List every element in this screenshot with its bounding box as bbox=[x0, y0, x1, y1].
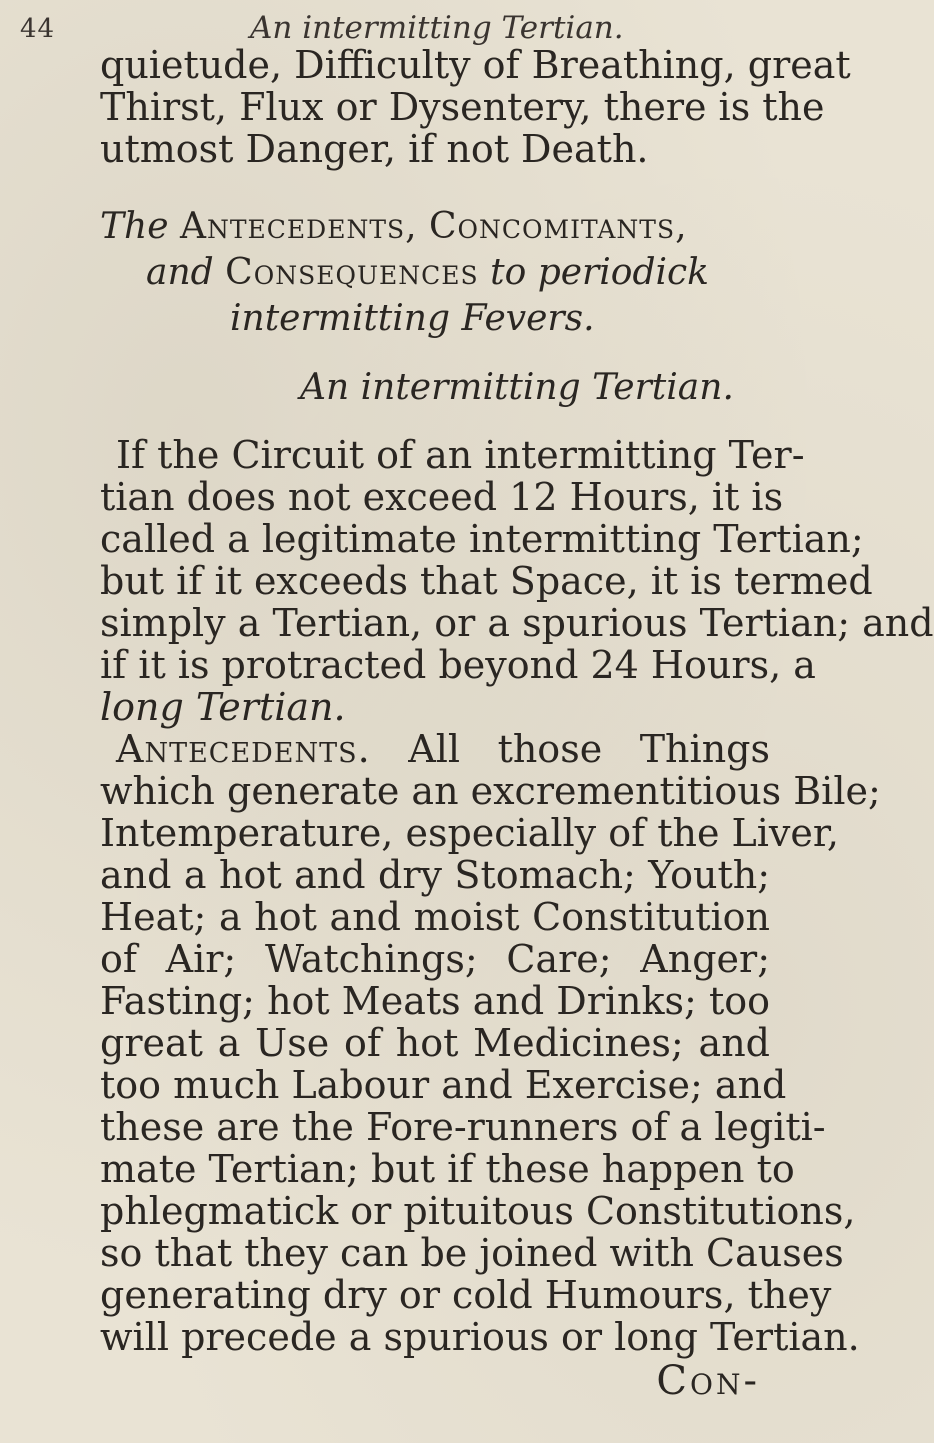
text-line bbox=[100, 728, 770, 770]
text-line: tian does not exceed 12 Hours, it is bbox=[100, 475, 784, 519]
text-line: Thirst, Flux or Dysentery, there is the bbox=[100, 85, 825, 129]
paragraph-lead: Antecedents. bbox=[116, 727, 371, 771]
catchword: Con- bbox=[656, 1358, 760, 1404]
section-heading bbox=[100, 204, 770, 342]
text-line: generating dry or cold Humours, they bbox=[100, 1273, 832, 1317]
running-head: An intermitting Tertian. bbox=[250, 10, 624, 46]
heading-term-consequences: Consequences bbox=[225, 252, 479, 293]
paragraph-2 bbox=[100, 727, 881, 1359]
text-line: mate Tertian; but if these happen to bbox=[100, 1147, 795, 1191]
heading-term-concomitants: Concomitants, bbox=[429, 206, 688, 247]
heading-word: The bbox=[100, 206, 169, 247]
text-line: called a legitimate intermitting Tertian; bbox=[100, 517, 864, 561]
text-line: long Tertian. bbox=[100, 685, 346, 729]
text-run: All those Things bbox=[408, 727, 770, 771]
text-line: simply a Tertian, or a spurious Tertian; and bbox=[100, 601, 934, 645]
page-number: 44 bbox=[20, 14, 56, 44]
text-line: but if it exceeds that Space, it is termed bbox=[100, 559, 873, 603]
text-line: utmost Danger, if not Death. bbox=[100, 127, 649, 171]
text-line: these are the Fore-runners of a legiti- bbox=[100, 1105, 826, 1149]
text-line: Intemperature, especially of the Liver, bbox=[100, 811, 839, 855]
heading-line-1 bbox=[100, 204, 770, 250]
heading-word: to periodick bbox=[490, 252, 709, 293]
heading-word: and bbox=[146, 252, 214, 293]
text-line: if it is protracted beyond 24 Hours, a bbox=[100, 643, 816, 687]
heading-term-antecedents: Antecedents, bbox=[179, 206, 418, 247]
text-line: great a Use of hot Medicines; and bbox=[100, 1021, 770, 1065]
body-text bbox=[100, 43, 934, 1404]
text-line: too much Labour and Exercise; and bbox=[100, 1063, 787, 1107]
paragraph-1 bbox=[100, 433, 934, 729]
text-line: which generate an excrementitious Bile; bbox=[100, 769, 881, 813]
text-line: will precede a spurious or long Tertian. bbox=[100, 1315, 860, 1359]
heading-line-2 bbox=[100, 250, 770, 296]
heading-line-3: intermitting Fevers. bbox=[230, 298, 595, 339]
text-line: If the Circuit of an intermitting Ter- bbox=[116, 433, 805, 477]
text-line: phlegmatick or pituitous Constitutions, bbox=[100, 1189, 856, 1233]
text-line: quietude, Difficulty of Breathing, great bbox=[100, 43, 851, 87]
text-line: Heat; a hot and moist Constitution bbox=[100, 895, 770, 939]
text-line: Fasting; hot Meats and Drinks; too bbox=[100, 979, 770, 1023]
text-line: and a hot and dry Stomach; Youth; bbox=[100, 853, 770, 897]
text-line: of Air; Watchings; Care; Anger; bbox=[100, 937, 770, 981]
subheading: An intermitting Tertian. bbox=[300, 367, 734, 408]
text-line: so that they can be joined with Causes bbox=[100, 1231, 844, 1275]
